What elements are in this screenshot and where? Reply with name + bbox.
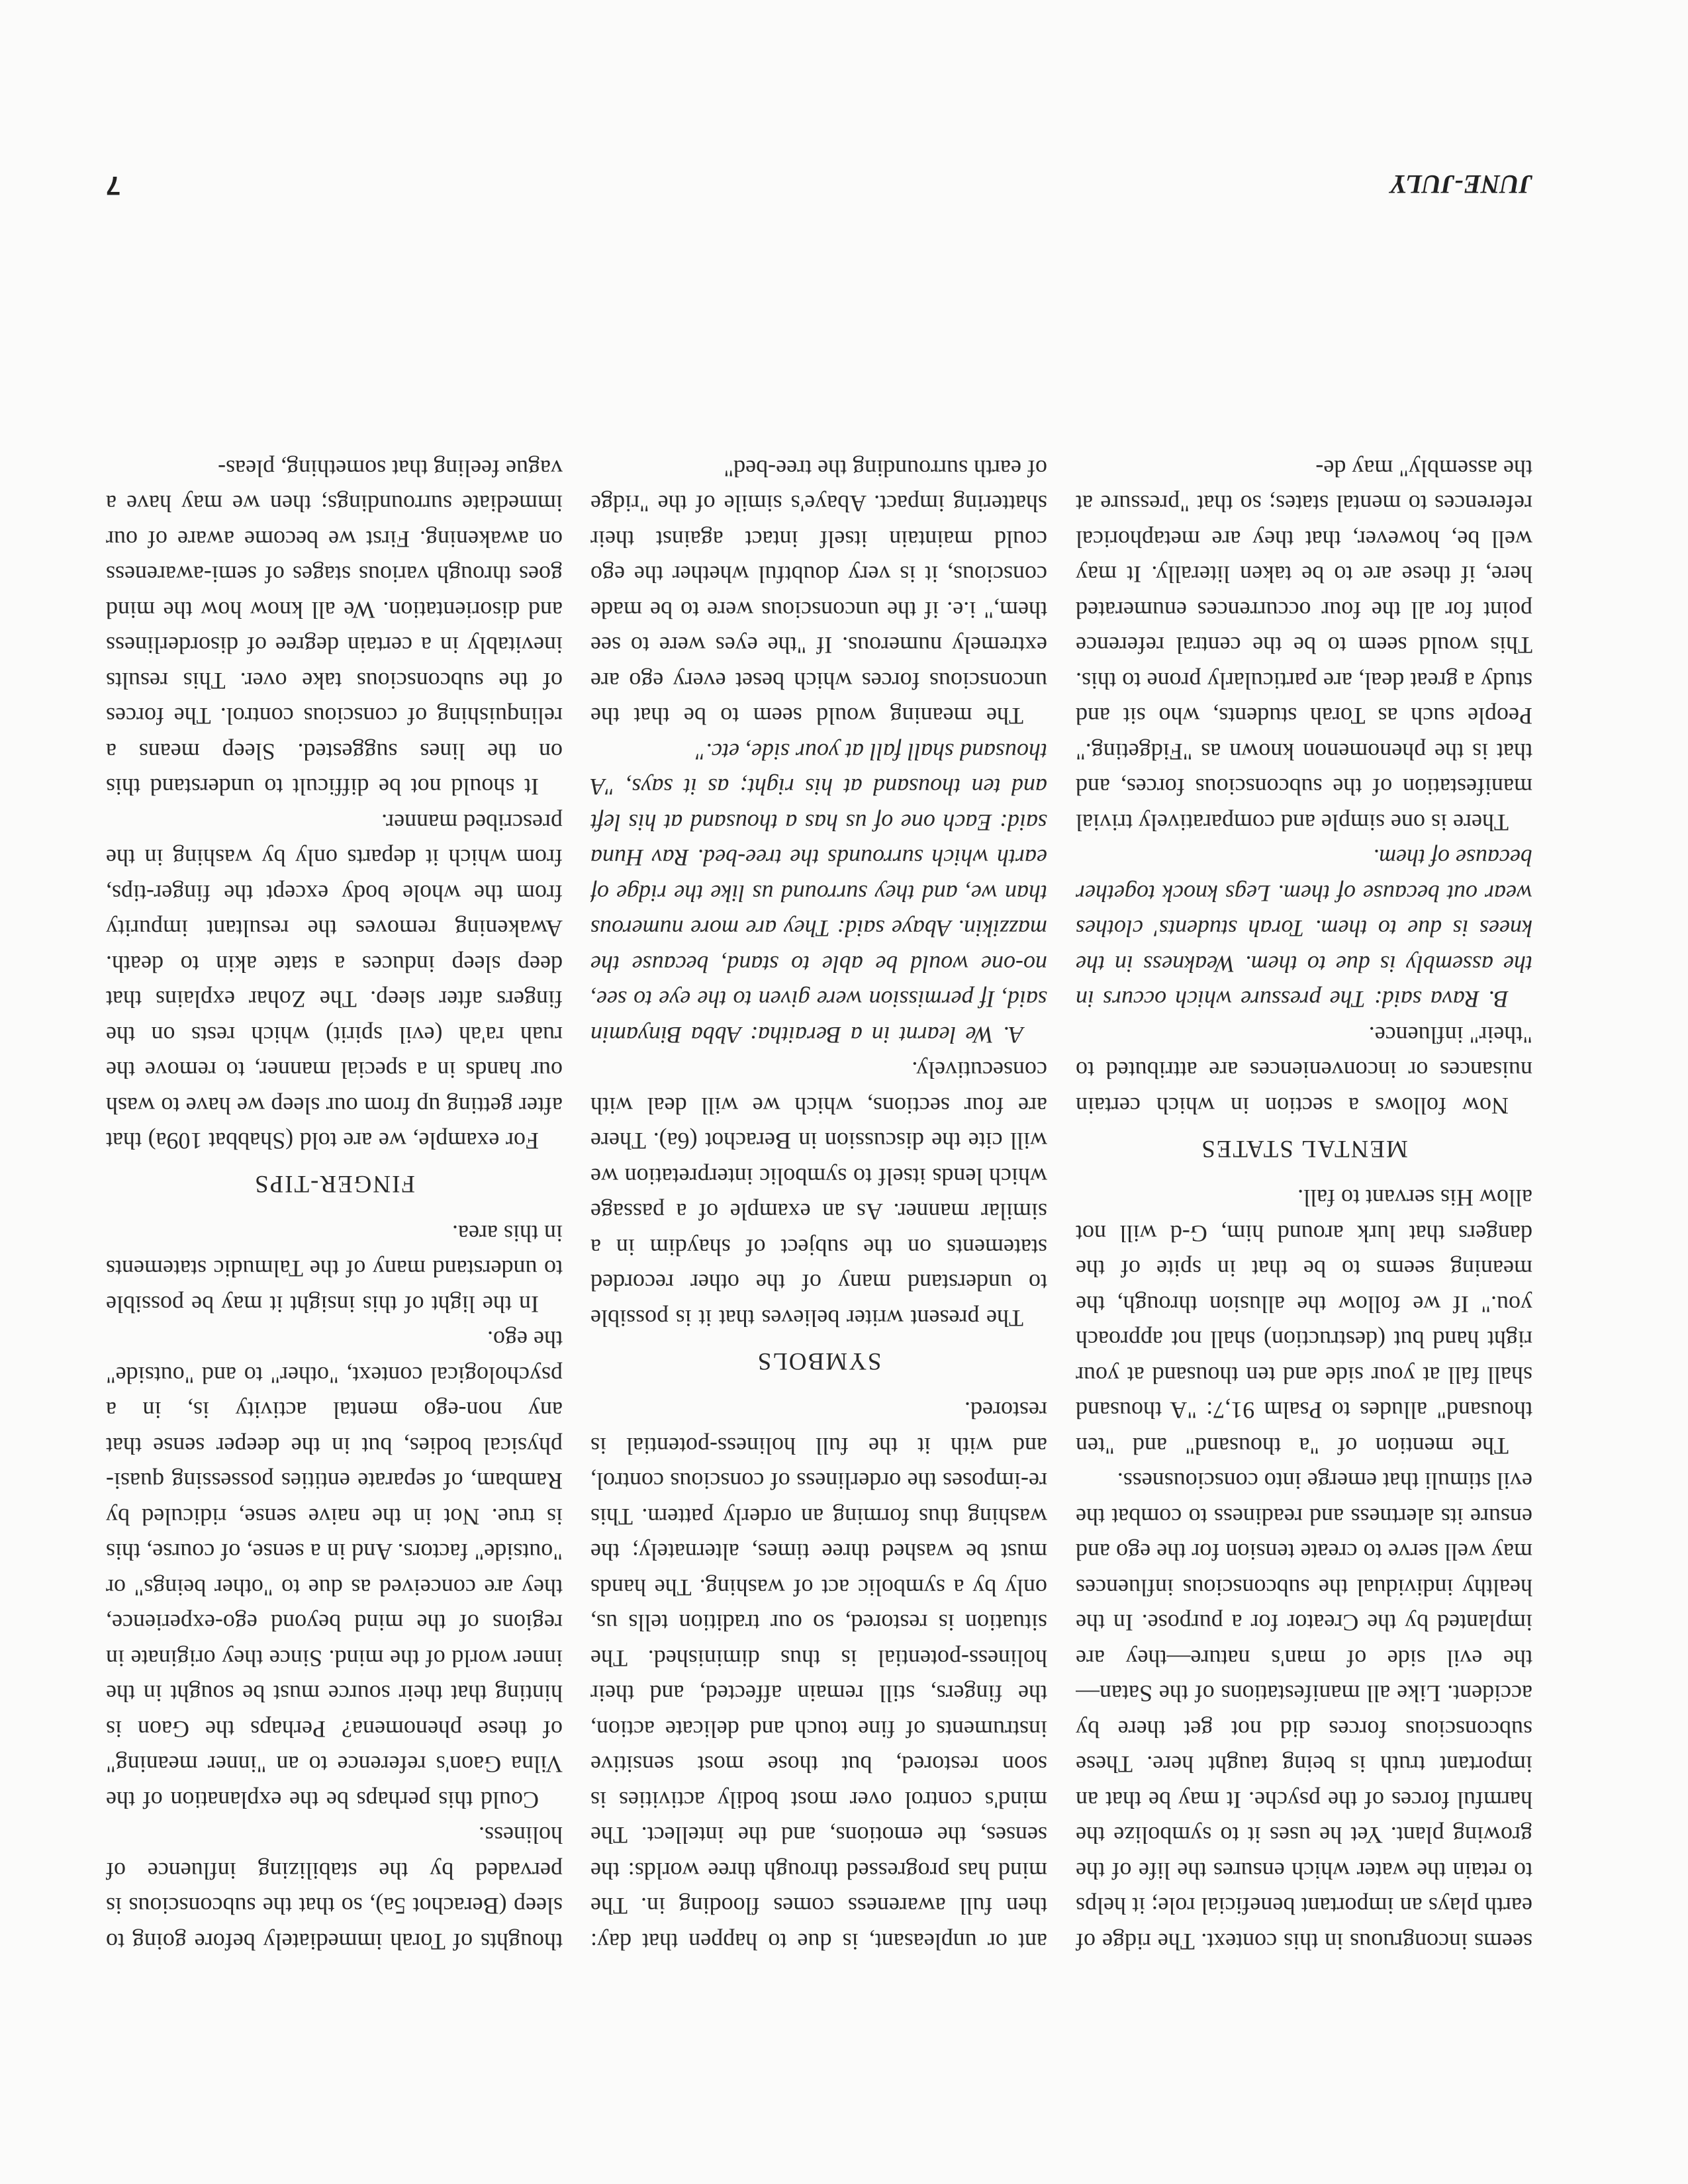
- paragraph: It should not be difficult to understand this on the lines suggested. Sleep means a relinquishing of conscious control. The forces of the subconscious take over. This results inevitably in a certain degree of disorderliness and disorientation. We all know how the mind goes through various stages of semi-awareness on awakening. First we become aware of our immediate surroundings; then we may have a vague feeling that something, pleas-: [106, 455, 563, 801]
- talmud-quote: A. We learnt in a Beraitha: Abba Binyamin said, If permission were given to the eye to see, no-one would be able to stand, because the mazzikin. Abaye said: They are more numerous than we, and they surround us like the ridge of earth which surrounds the tree-bed. Rav Huna said: Each one of us has a thousand at his left and ten thousand at his right; as it says, "A thousand shall fall at your side, etc.": [590, 739, 1047, 1048]
- running-head: [106, 160, 1532, 200]
- text-column-middle: [590, 159, 1047, 1959]
- paragraph: Now follows a section in which certain nuisances or inconveniences are attributed to "their" influence.: [1076, 1022, 1532, 1119]
- page-number: 7: [106, 171, 121, 200]
- paragraph: The mention of "a thousand" and "ten thousand" alludes to Psalm 91,7: "A thousand shall fall at your side and ten thousand at your right hand but (destruction) shall not approach you." If we follow the allusion through, the meaning seems to be that in spite of the dangers that lurk around him, G-d will not allow His servant to fall.: [1076, 1185, 1532, 1459]
- paragraph: seems incongruous in this context. The ridge of earth plays an important beneficial role; it helps to retain the water which ensures the life of the growing plant. Yet he uses it to symbolize the harmful forces of the psyche. It may be that an important truth is being taught here. These subconscious forces did not get there by accident. Like all manifestations of the Satan—the evil side of man's nature—they are implanted by the Creator for a purpose. In the healthy individual the subconscious influences may well serve to create tension for the ego and ensure its alertness and readiness to combat the evil stimuli that emerge into consciousness.: [1076, 1468, 1532, 1955]
- issue-month: JUNE-JULY: [1390, 169, 1532, 199]
- paragraph: The meaning would seem to be that the unconscious forces which beset every ego are extremely numerous. If "the eyes were to see them," i.e. if the unconscious were to be made conscious, it is very doubtful whether the ego could maintain itself intact against their shattering impact. Abaye's simile of the "ridge of earth surrounding the tree-bed": [590, 455, 1047, 730]
- section-heading-mental-states: MENTAL STATES: [1200, 1135, 1408, 1162]
- section-heading-symbols: SYMBOLS: [756, 1347, 882, 1375]
- section-heading-finger-tips: FINGER-TIPS: [253, 1170, 416, 1198]
- paragraph: For example, we are told (Shabbat 109a) that after getting up from our sleep we have to wash our hands in a special manner, to remove the ruah ra'ah (evil spirit) which rests on the fingers after sleep. The Zohar explains that deep sleep induces a state akin to death. Awakening removes the resultant impurity from the whole body except the finger-tips, from which it departs only by washing in the prescribed manner.: [106, 809, 563, 1155]
- text-column-right: [106, 159, 563, 1959]
- paragraph: thoughts of Torah immediately before going to sleep (Berachot 5a), so that the subconscious is pervaded by the stabilizing influence of holiness.: [106, 1822, 563, 1955]
- text-column-left: [1076, 159, 1532, 1959]
- paragraph: There is one simple and comparatively trivial manifestation of the subconscious forces, and that is the phenomenon known as "Fidgeting." People such as Torah students, who sit and study a great deal, are particularly prone to this. This would seem to be the central reference point for all the four occurrences enumerated here, if these are to be taken literally. It may well be, however, that they are metaphorical references to mental states; so that "pressure at the assembly" may de-: [1076, 455, 1532, 836]
- paragraph: ant or unpleasant, is due to happen that day: then full awareness comes flooding in. The mind has progressed through three worlds: the senses, the emotions, and the intellect. The mind's control over most bodily activities is soon restored, but those most sensitive instruments of fine touch and delicate action, the fingers, still remain affected, and their holiness-potential is thus diminished. The situation is restored, so our tradition tells us, only by a symbolic act of washing. The hands must be washed three times, alternately; the washing thus forming an orderly pattern. This re-imposes the orderliness of conscious control, and with it the full holiness-potential is restored.: [590, 1397, 1047, 1955]
- paragraph: The present writer believes that it is possible to understand many of the other recorded statements on the subject of shaydim in a similar manner. As an example of a passage which lends itself to symbolic interpretation we will cite the discussion in Berachot (6a). There are four sections, which we will deal with consecutively.: [590, 1057, 1047, 1332]
- paragraph: Could this perhaps be the explanation of the Vilna Gaon's reference to an "inner meaning" of these phenomena? Perhaps the Gaon is hinting that their source must be sought in the inner world of the mind. Since they originate in regions of the mind beyond ego-experience, they are conceived as due to "other beings" or "outside" factors. And in a sense, of course, this is true. Not in the naive sense, ridiculed by Rambam, of separate entities possessing quasi-physical bodies, but in the deeper sense that any non-ego mental activity is, in a psychological context, "other" to and "outside" the ego.: [106, 1326, 563, 1813]
- talmud-quote: B. Rava said: The pressure which occurs in the assembly is due to them. Weakness in the knees is due to them. Torah students' clothes wear out because of them. Legs knock together because of them.: [1076, 844, 1532, 1013]
- paragraph: In the light of this insight it may be possible to understand many of the Talmudic statements in this area.: [106, 1220, 563, 1318]
